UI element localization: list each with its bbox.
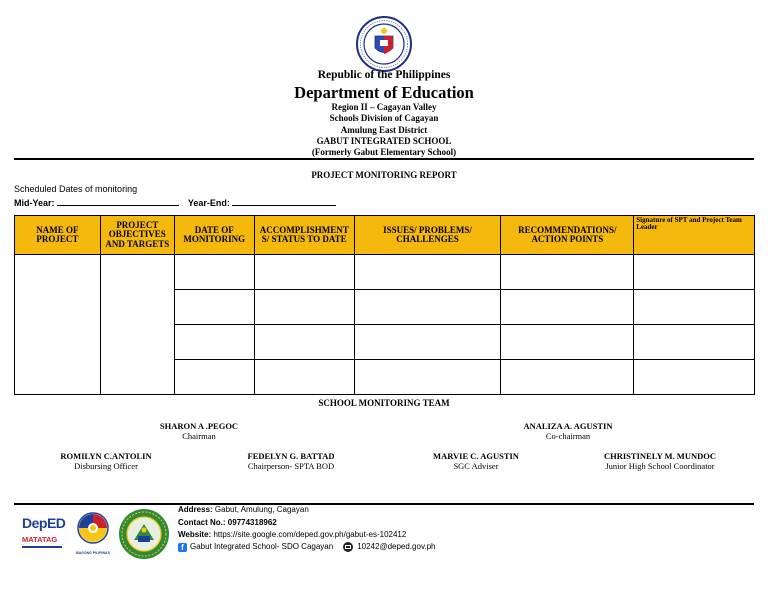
member-name: ANALIZA A. AGUSTIN — [523, 421, 613, 431]
table-cell[interactable] — [354, 325, 501, 360]
district-line: Amulung East District — [340, 125, 428, 135]
table-cell[interactable] — [634, 255, 755, 290]
mid-year-blank[interactable] — [57, 197, 179, 206]
member-name: CHRISTINELY M. MUNDOC — [603, 451, 716, 461]
mid-year-label: Mid-Year: — [14, 198, 55, 208]
facebook-link[interactable]: Gabut Integrated School- SDO Cagayan — [190, 542, 334, 551]
year-end-label: Year-End: — [187, 198, 230, 208]
table-cell[interactable] — [254, 360, 354, 395]
deped-logo-text: DepED — [22, 515, 66, 531]
table-cell[interactable] — [174, 325, 254, 360]
bagong-pilipinas-emblem — [76, 510, 110, 546]
member-role: SGC Adviser — [453, 461, 499, 471]
website-link[interactable]: https://site.google.com/deped.gov.ph/gabut-es-102412 — [213, 530, 407, 539]
table-cell[interactable] — [174, 255, 254, 290]
col-header-name-of-project: NAME OF PROJECT — [15, 216, 101, 255]
team-title: SCHOOL MONITORING TEAM — [318, 398, 450, 408]
team-member-jhs-coordinator — [570, 451, 750, 471]
table-row — [15, 255, 755, 290]
table-cell[interactable] — [354, 255, 501, 290]
scheduled-dates-label: Scheduled Dates of monitoring — [14, 184, 138, 194]
footer-social-line — [178, 542, 435, 552]
table-cell[interactable] — [174, 290, 254, 325]
member-role: Co-chairman — [545, 431, 591, 441]
bagong-pilipinas-text: BAGONG PILIPINAS — [76, 551, 110, 555]
member-name: SHARON A .PEGOC — [159, 421, 239, 431]
school-seal-logo — [118, 508, 170, 560]
table-cell[interactable] — [634, 360, 755, 395]
member-role: Chairman — [182, 431, 216, 441]
region-line: Region II – Cagayan Valley — [331, 102, 437, 112]
website-label: Website: — [178, 530, 212, 539]
division-line: Schools Division of Cagayan — [329, 113, 439, 123]
team-member-co-chairman — [478, 421, 658, 441]
footer-website-line — [178, 531, 406, 539]
bagong-pilipinas-logo — [76, 510, 110, 558]
email-link[interactable]: 10242@deped.gov.ph — [357, 542, 436, 551]
department-title: Department of Education — [294, 83, 474, 102]
republic-line: Republic of the Philippines — [317, 69, 451, 81]
table-cell[interactable] — [501, 360, 634, 395]
table-cell[interactable] — [254, 325, 354, 360]
deped-seal-logo — [356, 16, 412, 72]
email-icon — [343, 542, 353, 552]
col-header-accomplishments: ACCOMPLISHMENT S/ STATUS TO DATE — [254, 216, 354, 255]
address-value: Gabut, Amulung, Cagayan — [214, 505, 309, 514]
report-title: PROJECT MONITORING REPORT — [311, 170, 457, 180]
table-cell[interactable] — [634, 290, 755, 325]
table-cell[interactable] — [174, 360, 254, 395]
table-cell[interactable] — [634, 325, 755, 360]
formerly-line: (Formerly Gabut Elementary School) — [311, 147, 457, 157]
col-header-signature: Signature of SPT and Project Team Leader — [634, 216, 755, 255]
member-name: FEDELYN G. BATTAD — [247, 451, 335, 461]
footer-address-line — [178, 506, 309, 514]
year-end-blank[interactable] — [232, 197, 336, 206]
footer-divider — [14, 503, 754, 505]
member-role: Disbursing Officer — [74, 461, 138, 471]
monitoring-table — [14, 215, 755, 395]
header-divider — [14, 158, 754, 160]
footer-contact-line — [178, 519, 277, 527]
team-member-sgc — [386, 451, 566, 471]
table-cell[interactable] — [254, 255, 354, 290]
team-member-disbursing-officer — [16, 451, 196, 471]
table-cell-objectives[interactable] — [100, 255, 174, 395]
col-header-issues: ISSUES/ PROBLEMS/ CHALLENGES — [354, 216, 501, 255]
member-name: MARVIE C. AGUSTIN — [433, 451, 519, 461]
school-line: GABUT INTEGRATED SCHOOL — [316, 136, 452, 146]
member-role: Chairperson- SPTA BOD — [247, 461, 335, 471]
table-header-row — [15, 216, 755, 255]
contact-label: Contact No.: — [178, 518, 226, 527]
facebook-icon: f — [178, 543, 187, 552]
member-role: Junior High School Coordinator — [605, 461, 715, 471]
team-member-chairman — [109, 421, 289, 441]
mid-year-row — [14, 197, 336, 208]
table-cell[interactable] — [501, 290, 634, 325]
contact-value: 09774318962 — [227, 518, 277, 527]
table-cell[interactable] — [354, 360, 501, 395]
table-cell[interactable] — [254, 290, 354, 325]
col-header-date-of-monitoring: DATE OF MONITORING — [174, 216, 254, 255]
team-member-spta — [201, 451, 381, 471]
col-header-objectives: PROJECT OBJECTIVES AND TARGETS — [100, 216, 174, 255]
member-name: ROMILYN C.ANTOLIN — [60, 451, 152, 461]
deped-matatag-logo — [22, 516, 74, 558]
matatag-text: MATATAG — [22, 535, 58, 544]
address-label: Address: — [178, 505, 213, 514]
table-cell[interactable] — [501, 325, 634, 360]
table-cell[interactable] — [354, 290, 501, 325]
col-header-recommendations: RECOMMENDATIONS/ ACTION POINTS — [501, 216, 634, 255]
table-cell-name[interactable] — [15, 255, 101, 395]
table-cell[interactable] — [501, 255, 634, 290]
